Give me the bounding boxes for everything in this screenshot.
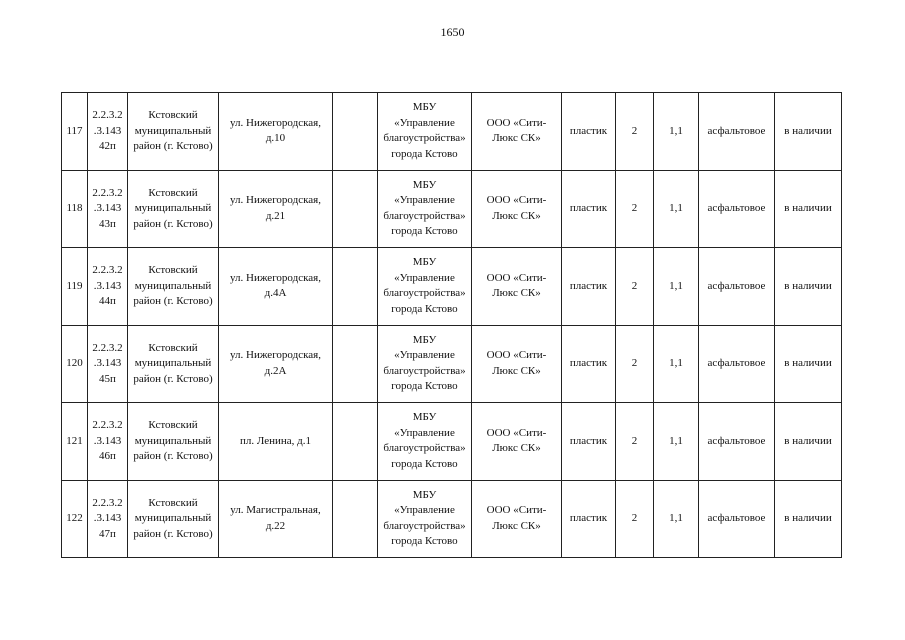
contractor: ООО «Сити- Люкс СК» <box>472 480 562 558</box>
surface-type: асфальтовое <box>699 170 775 248</box>
container-count: 2 <box>616 325 654 403</box>
table-row <box>62 170 842 248</box>
blank-cell <box>333 93 378 171</box>
registry-code: 2.2.3.2 .3.143 43п <box>88 170 128 248</box>
owner: МБУ «Управление благоустройства» города Кстово <box>378 480 472 558</box>
registry-code: 2.2.3.2 .3.143 42п <box>88 93 128 171</box>
district: Кстовский муниципальный район (г. Кстово) <box>128 325 219 403</box>
table-row <box>62 248 842 326</box>
district: Кстовский муниципальный район (г. Кстово) <box>128 480 219 558</box>
container-count: 2 <box>616 93 654 171</box>
availability-status: в наличии <box>775 480 842 558</box>
table-row <box>62 93 842 171</box>
container-material: пластик <box>562 403 616 481</box>
owner: МБУ «Управление благоустройства» города Кстово <box>378 248 472 326</box>
container-count: 2 <box>616 403 654 481</box>
container-volume: 1,1 <box>654 170 699 248</box>
container-material: пластик <box>562 170 616 248</box>
address: ул. Нижегородская, д.2А <box>219 325 333 403</box>
registry-table <box>61 92 842 558</box>
contractor: ООО «Сити- Люкс СК» <box>472 325 562 403</box>
district: Кстовский муниципальный район (г. Кстово) <box>128 93 219 171</box>
blank-cell <box>333 248 378 326</box>
page-number: 1650 <box>440 25 465 39</box>
contractor: ООО «Сити- Люкс СК» <box>472 170 562 248</box>
blank-cell <box>333 325 378 403</box>
row-number: 118 <box>62 170 88 248</box>
container-material: пластик <box>562 93 616 171</box>
availability-status: в наличии <box>775 248 842 326</box>
contractor: ООО «Сити- Люкс СК» <box>472 93 562 171</box>
table-row <box>62 403 842 481</box>
blank-cell <box>333 480 378 558</box>
availability-status: в наличии <box>775 93 842 171</box>
blank-cell <box>333 170 378 248</box>
surface-type: асфальтовое <box>699 248 775 326</box>
container-volume: 1,1 <box>654 480 699 558</box>
owner: МБУ «Управление благоустройства» города Кстово <box>378 170 472 248</box>
district: Кстовский муниципальный район (г. Кстово) <box>128 403 219 481</box>
container-volume: 1,1 <box>654 403 699 481</box>
container-count: 2 <box>616 480 654 558</box>
container-count: 2 <box>616 248 654 326</box>
registry-code: 2.2.3.2 .3.143 47п <box>88 480 128 558</box>
address: ул. Нижегородская, д.21 <box>219 170 333 248</box>
container-material: пластик <box>562 248 616 326</box>
registry-code: 2.2.3.2 .3.143 45п <box>88 325 128 403</box>
owner: МБУ «Управление благоустройства» города Кстово <box>378 93 472 171</box>
row-number: 121 <box>62 403 88 481</box>
availability-status: в наличии <box>775 325 842 403</box>
contractor: ООО «Сити- Люкс СК» <box>472 403 562 481</box>
container-volume: 1,1 <box>654 93 699 171</box>
owner: МБУ «Управление благоустройства» города Кстово <box>378 325 472 403</box>
registry-code: 2.2.3.2 .3.143 44п <box>88 248 128 326</box>
container-volume: 1,1 <box>654 325 699 403</box>
row-number: 119 <box>62 248 88 326</box>
container-material: пластик <box>562 325 616 403</box>
surface-type: асфальтовое <box>699 403 775 481</box>
district: Кстовский муниципальный район (г. Кстово) <box>128 248 219 326</box>
container-count: 2 <box>616 170 654 248</box>
surface-type: асфальтовое <box>699 93 775 171</box>
owner: МБУ «Управление благоустройства» города Кстово <box>378 403 472 481</box>
blank-cell <box>333 403 378 481</box>
address: пл. Ленина, д.1 <box>219 403 333 481</box>
container-volume: 1,1 <box>654 248 699 326</box>
surface-type: асфальтовое <box>699 325 775 403</box>
availability-status: в наличии <box>775 170 842 248</box>
address: ул. Магистральная, д.22 <box>219 480 333 558</box>
address: ул. Нижегородская, д.10 <box>219 93 333 171</box>
surface-type: асфальтовое <box>699 480 775 558</box>
registry-code: 2.2.3.2 .3.143 46п <box>88 403 128 481</box>
row-number: 117 <box>62 93 88 171</box>
district: Кстовский муниципальный район (г. Кстово) <box>128 170 219 248</box>
table-row <box>62 325 842 403</box>
row-number: 122 <box>62 480 88 558</box>
row-number: 120 <box>62 325 88 403</box>
address: ул. Нижегородская, д.4А <box>219 248 333 326</box>
availability-status: в наличии <box>775 403 842 481</box>
container-material: пластик <box>562 480 616 558</box>
contractor: ООО «Сити- Люкс СК» <box>472 248 562 326</box>
table-row <box>62 480 842 558</box>
